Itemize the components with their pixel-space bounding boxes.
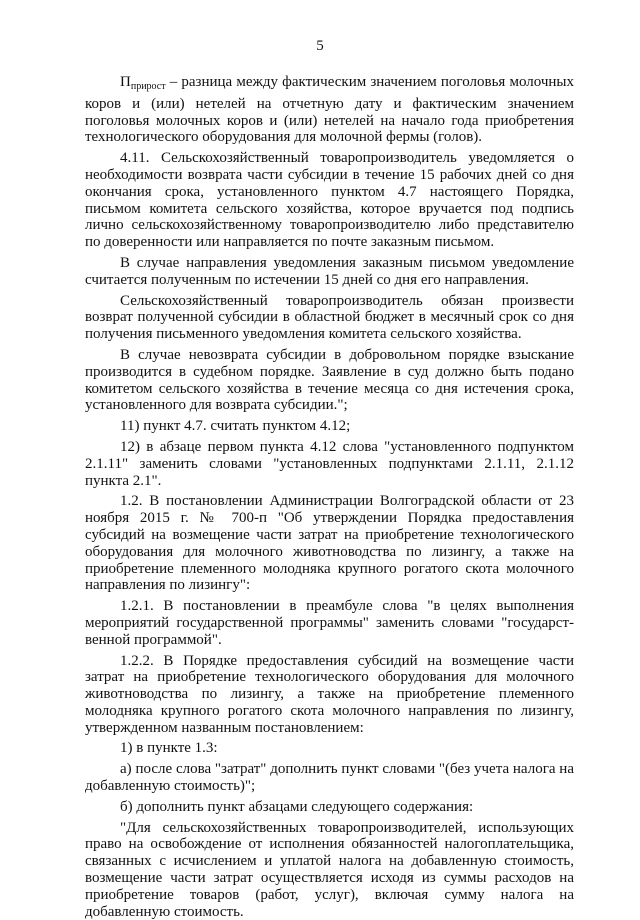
paragraph-refund-obligation: Сельскохозяйственный товаропроизводитель обязан произвести возврат полученной субсидии в областной бюджет в месячный срок со дня получения письменного уведомления комитета сельского хозяйства. (85, 292, 574, 343)
paragraph-quoted-addition: "Для сельскохозяйственных товаропроизводителей, использующих право на освобождение от исполнения обязанностей налогоплательщика, связанных с исчислением и уплатой налога на добавленную стоимость, возмещение части затрат осуществляется исходя из суммы расходов на приобретение товаров (работ, услуг), включая сумму налога на добавленную стоимость. (85, 819, 574, 920)
paragraph-increment-definition (85, 74, 574, 146)
increment-definition-text: – разница между фактическим значением поголовья молочных коров и (или) нетелей на отчетную дату и фактическим значением поголовья молочных коров и (или) нетелей на начало года приобретения технологического оборудования для молочной фермы (голов). (85, 74, 574, 146)
document-body (85, 74, 574, 920)
paragraph-1-2-2: 1.2.2. В Порядке предоставления субсидий на возмещение части затрат на приобретение технологического оборудования для молочного животноводства по лизингу, а также на приобретение племенного молодняка крупного рогатого скота молочного направления по лизингу, утвержденном названным постановлением: (85, 652, 574, 736)
increment-symbol-subscript: прирост (130, 81, 166, 92)
paragraph-4-11: 4.11. Сельскохозяйственный товаропроизводитель уведомляется о необходимости возврата части субсидии в течение 15 рабочих дней со дня окончания срока, установленного пунктом 4.7 настоящего Порядка, письмом комитета сельского хозяйства, которое вручается под подпись лично сельскохозяйственному товаропроизводителю либо представителю по доверенности или направляется по почте заказным письмом. (85, 150, 574, 251)
paragraph-item-a: а) после слова "затрат" дополнить пункт словами "(без учета налога на добавленную стоимость)"; (85, 761, 574, 795)
paragraph-item-1: 1) в пункте 1.3: (120, 740, 218, 757)
paragraph-item-12: 12) в абзаце первом пункта 4.12 слова "установленного подпунктом 2.1.11" заменить словами "установленных подпунктами 2.1.11, 2.1.12 пункта 2.1". (85, 438, 574, 489)
paragraph-item-b: б) дополнить пункт абзацами следующего содержания: (120, 798, 474, 815)
paragraph-item-11: 11) пункт 4.7. считать пунктом 4.12; (120, 418, 351, 435)
increment-symbol-letter: П (120, 74, 131, 90)
paragraph-court-recovery: В случае невозврата субсидии в добровольном порядке взыскание производится в судебном порядке. Заявление в суд должно быть подано комитетом сельского хозяйства в течение месяца со дня истечения срока, установленного для возврата субсидии."; (85, 346, 574, 414)
page-number: 5 (316, 38, 324, 54)
paragraph-1-2-1: 1.2.1. В постановлении в преамбуле слова "в целях выполнения мероприятий государственной программы" заменить словами "государст-венной программой". (85, 598, 574, 648)
paragraph-1-2: 1.2. В постановлении Администрации Волгоградской области от 23 ноября 2015 г. № 700-п "Об утверждении Порядка предоставления субсидий на возмещение части затрат на приобретение технологического оборудования для молочного животноводства по лизингу, а также на приобретение племенного молодняка крупного рогатого скота молочного направления по лизингу": (85, 493, 574, 594)
increment-symbol (120, 74, 166, 90)
paragraph-registered-letter: В случае направления уведомления заказным письмом уведомление считается полученным по истечении 15 дней со дня его направления. (85, 254, 574, 288)
